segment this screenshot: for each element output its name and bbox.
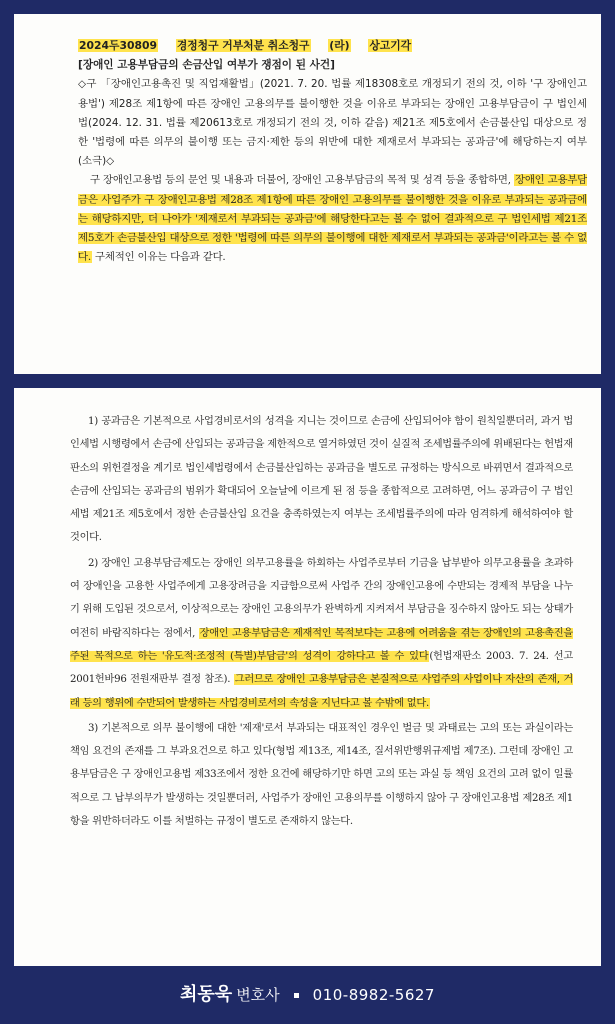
phone-number[interactable]: 010-8982-5627 [312,986,435,1004]
lawyer-name: 최동욱 [180,984,233,1005]
reason-2-pre: 2) 장애인 고용부담금제도는 장애인 의무고용률을 하회하는 사업주로부터 기금을 납부받아 의무고용률을 초과하여 장애인을 고용한 사업주에게 고용장려금을 지급함으로써 사업주 간의 장애인고용에 수반되는 경제적 부담을 나누기 위해 도입된 것으로서, 이상적으로는 장애인 고용의무가 완벽하게 지켜져서 부담금을 징수하지 않아도 되는 상태가 여전히 바람직하다는 점에서, [70,557,573,639]
footer-contact [0,978,615,1012]
holding-pre: 구 장애인고용법 등의 문언 및 내용과 더불어, 장애인 고용부담금의 목적 및 성격 등을 종합하면, [90,174,514,187]
holding-highlight: 장애인 고용부담금은 사업주가 구 장애인고용법 제28조 제1항에 따른 장애인 고용의무를 불이행한 것을 이유로 부과되는 공과금에는 해당하지만, 더 나아가 '제재로서 부과되는 공과금'에 해당한다고는 볼 수 없어 결과적으로 구 법인세법 제21조 제5호가 손금불산입 대상으로 정한 '법령에 따른 의무의 불이행에 대한 제재로서 부과되는 공과금'이라고는 볼 수 없다. [78,174,588,264]
case-header [78,36,587,55]
holding-paragraph [78,171,587,267]
reason-2 [70,552,573,715]
reasons-panel [14,388,601,966]
case-number: 2024두30809 [79,39,158,52]
reason-2-highlight-2: 그러므로 장애인 고용부담금은 본질적으로 사업주의 사업이나 자산의 존재, 거래 등의 행위에 수반되어 발생하는 사업경비로서의 속성을 지닌다고 볼 수밖에 없다. [70,674,573,709]
case-tag: (라) [329,39,350,52]
lawyer-role: 변호사 [236,986,280,1004]
case-result: 상고기각 [369,39,412,52]
reason-2-highlight-1: 장애인 고용부담금은 제재적인 목적보다는 고용에 어려움을 겪는 장애인의 고용촉진을 주된 목적으로 하는 '유도적·조정적 (특별)부담금'의 성격이 강하다고 볼 수 있다 [70,627,574,662]
separator-dot [294,993,299,998]
issue-paragraph: ◇구 「장애인고용촉진 및 직업재활법」(2021. 7. 20. 법률 제18308호로 개정되기 전의 것, 이하 '구 장애인고용법') 제28조 제1항에 따른 장애인 고용의무를 불이행한 것을 이유로 부과되는 장애인 고용부담금이 구 법인세법(2024. 12. 31. 법률 제20613호로 개정되기 전의 것, 이하 같음) 제21조 제5호에서 손금불산입 대상으로 정한 '법령에 따른 의무의 불이행 또는 금지·제한 등의 위반에 대한 제재로서 부과되는 공과금'에 해당하는지 여부(소극)◇ [78,78,587,168]
reason-2-citation: (헌법재판소 2003. 7. 24. 선고 2001헌바96 전원재판부 결정 참조). [70,650,573,686]
holding-post: 구체적인 이유는 다음과 같다. [91,251,226,264]
case-title: 경정청구 거부처분 취소청구 [176,39,310,52]
reason-3: 3) 기본적으로 의무 불이행에 대한 '제재'로서 부과되는 대표적인 경우인 벌금 및 과태료는 고의 또는 과실이라는 책임 요건의 존재를 그 부과요건으로 하고 있다(형법 제13조, 제14조, 질서위반행위규제법 제7조). 그런데 장애인 고용부담금은 구 장애인고용법 제33조에서 정한 요건에 해당하기만 하면 고의 또는 과실 등 책임 요건의 고려 없이 일률적으로 그 납부의무가 발생하는 것일뿐더러, 사업주가 장애인 고용의무를 이행하지 않아 구 장애인고용법 제28조 제1항을 위반하더라도 이를 처벌하는 규정이 별도로 존재하지 않는다. [70,722,573,828]
reason-1: 1) 공과금은 기본적으로 사업경비로서의 성격을 지니는 것이므로 손금에 산입되어야 함이 원칙일뿐더러, 과거 법인세법 시행령에서 손금에 산입되는 공과금을 제한적으로 열거하였던 것이 실질적 조세법률주의에 위배된다는 헌법재판소의 위헌결정을 계기로 법인세법령에서 손금불산입하는 공과금을 별도로 규정하는 방식으로 바뀌면서 결과적으로 손금에 산입되는 공과금의 범위가 확대되어 오늘날에 이르게 된 점 등을 종합적으로 고려하면, 어느 공과금이 구 법인세법 제21조 제5호에서 정한 손금불산입 요건을 충족하였는지 여부는 조세법률주의에 따라 엄격하게 해석하여야 할 것이다. [70,416,573,544]
summary-panel [14,14,601,374]
case-subject: [장애인 고용부담금의 손금산입 여부가 쟁점이 된 사건] [78,59,335,72]
